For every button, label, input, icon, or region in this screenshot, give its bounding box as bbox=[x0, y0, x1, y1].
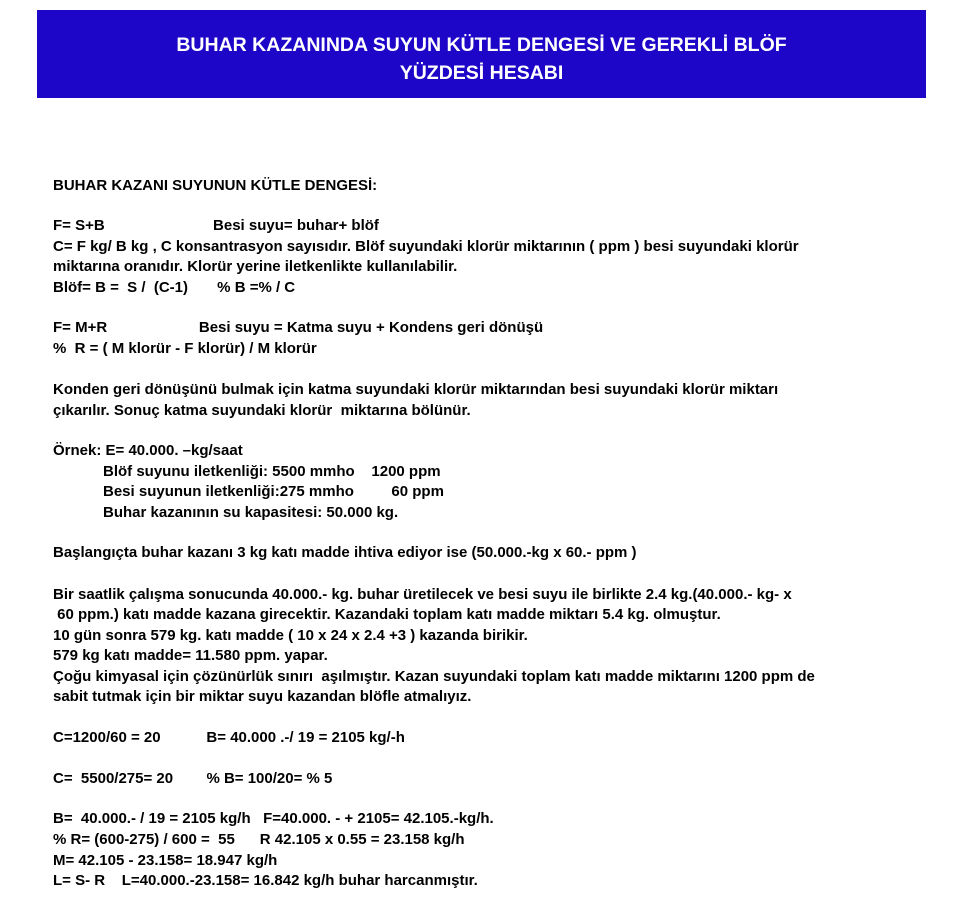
section-heading: BUHAR KAZANI SUYUNUN KÜTLE DENGESİ: bbox=[53, 177, 378, 194]
calc-line: % R= (600-275) / 600 = 55 R 42.105 x 0.55 = 23.158 kg/h bbox=[53, 831, 465, 848]
page-title-line-2: YÜZDESİ HESABI bbox=[399, 62, 564, 84]
formula-blowdown: Blöf= B = S / (C-1) % B =% / C bbox=[53, 279, 296, 296]
text-line: çıkarılır. Sonuç katma suyundaki klorür miktarına bölünür. bbox=[53, 402, 471, 419]
example-line: Besi suyunun iletkenliği:275 mmho 60 ppm bbox=[53, 483, 444, 500]
calc-line: C= 5500/275= 20 % B= 100/20= % 5 bbox=[53, 770, 333, 787]
formula-return: % R = ( M klorür - F klorür) / M klorür bbox=[53, 340, 317, 357]
calc-line: C=1200/60 = 20 B= 40.000 .-/ 19 = 2105 kg/-h bbox=[53, 729, 405, 746]
calc-line: B= 40.000.- / 19 = 2105 kg/h F=40.000. - + 2105= 42.105.-kg/h. bbox=[53, 810, 494, 827]
calc-line: L= S- R L=40.000.-23.158= 16.842 kg/h buhar harcanmıştır. bbox=[53, 872, 478, 889]
text-line: Çoğu kimyasal için çözünürlük sınırı aşılmıştır. Kazan suyundaki toplam katı madde miktarını 1200 ppm de bbox=[53, 668, 815, 685]
text-line: 60 ppm.) katı madde kazana girecektir. Kazandaki toplam katı madde miktarı 5.4 kg. olmuştur. bbox=[53, 606, 721, 623]
formula-mass-balance: F= S+B Besi suyu= buhar+ blöf bbox=[53, 217, 379, 234]
text-line: C= F kg/ B kg , C konsantrasyon sayısıdır. Blöf suyundaki klorür miktarının ( ppm ) besi suyundaki klorür bbox=[53, 238, 799, 255]
title-banner bbox=[37, 10, 926, 98]
text-line: Bir saatlik çalışma sonucunda 40.000.- kg. buhar üretilecek ve besi suyu ile birlikte 2.4 kg.(40.000.- kg- x bbox=[53, 586, 792, 603]
page-title-line-1: BUHAR KAZANINDA SUYUN KÜTLE DENGESİ VE GEREKLİ BLÖF bbox=[176, 34, 787, 56]
text-line: Başlangıçta buhar kazanı 3 kg katı madde ihtiva ediyor ise (50.000.-kg x 60.- ppm ) bbox=[53, 544, 637, 561]
text-line: sabit tutmak için bir miktar suyu kazandan blöfle atmalıyız. bbox=[53, 688, 472, 705]
example-line: Buhar kazanının su kapasitesi: 50.000 kg. bbox=[53, 504, 399, 521]
formula-feedwater: F= M+R Besi suyu = Katma suyu + Kondens geri dönüşü bbox=[53, 319, 544, 336]
example-line: Blöf suyunu iletkenliği: 5500 mmho 1200 ppm bbox=[53, 463, 441, 480]
text-line: 579 kg katı madde= 11.580 ppm. yapar. bbox=[53, 647, 328, 664]
text-line: miktarına oranıdır. Klorür yerine iletkenlikte kullanılabilir. bbox=[53, 258, 458, 275]
calc-line: M= 42.105 - 23.158= 18.947 kg/h bbox=[53, 852, 278, 869]
example-heading: Örnek: E= 40.000. –kg/saat bbox=[53, 442, 243, 459]
text-line: 10 gün sonra 579 kg. katı madde ( 10 x 24 x 2.4 +3 ) kazanda birikir. bbox=[53, 627, 528, 644]
text-line: Konden geri dönüşünü bulmak için katma suyundaki klorür miktarından besi suyundaki klorür miktarı bbox=[53, 381, 779, 398]
